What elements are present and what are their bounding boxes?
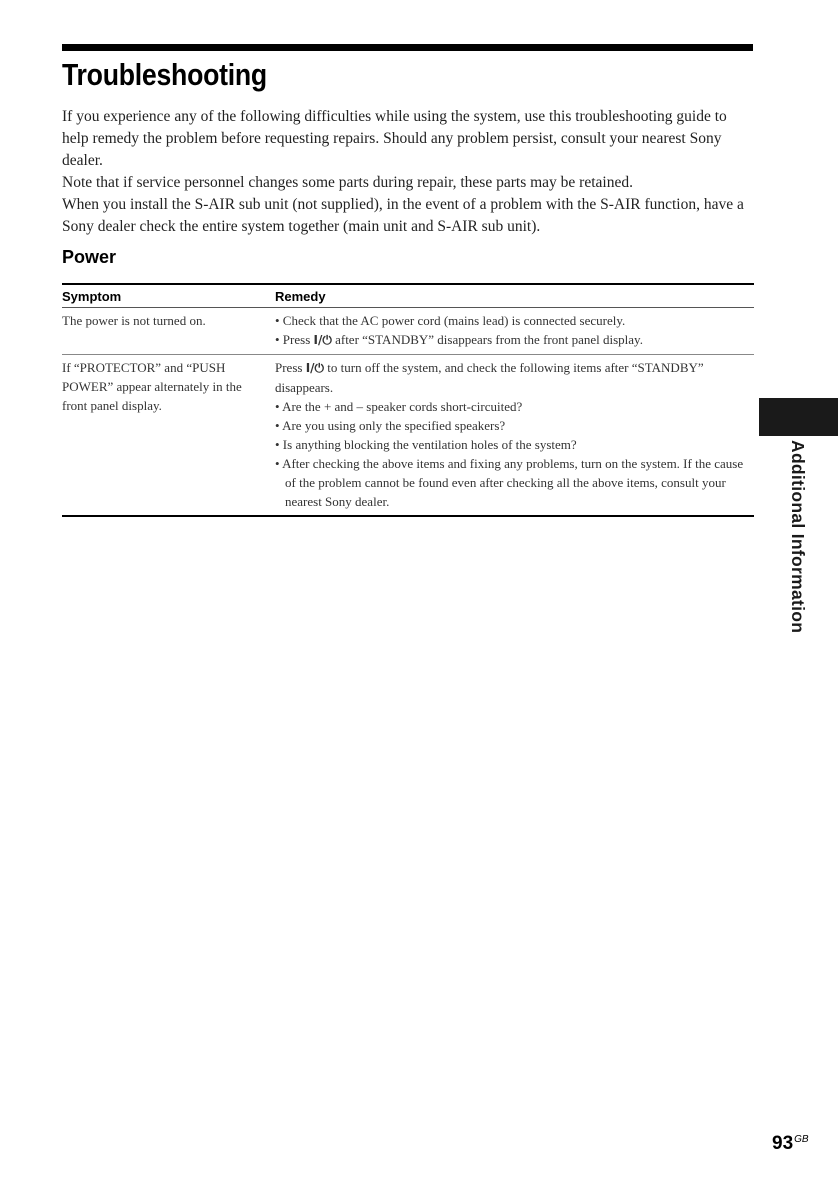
remedy-bullet: • Check that the AC power cord (mains lead) is connected securely. [275, 313, 626, 328]
page-title: Troubleshooting [62, 57, 267, 92]
table-row [62, 355, 754, 517]
intro-paragraph-1: If you experience any of the following difficulties while using the system, use this troubleshooting guide to help remedy the problem before requesting repairs. Should any problem persist, consult your nearest Sony dealer. [62, 108, 727, 169]
section-title-power: Power [62, 247, 117, 267]
remedy-bullet: • Are you using only the specified speakers? [275, 418, 506, 433]
table-row [62, 308, 754, 355]
remedy-bullet: • After checking the above items and fixing any problems, turn on the system. If the cause of the problem cannot be found even after checking all the above items, consult your nearest Sony dealer. [275, 456, 744, 509]
remedy-cell [275, 308, 754, 355]
intro-text [62, 106, 754, 238]
table-header-row [62, 284, 754, 308]
intro-paragraph-2: Note that if service personnel changes some parts during repair, these parts may be retained. [62, 174, 633, 191]
remedy-cell [275, 355, 754, 517]
remedy-text: Press [275, 360, 306, 375]
symptom-cell: If “PROTECTOR” and “PUSH POWER” appear alternately in the front panel display. [62, 355, 275, 517]
page-number-suffix: GB [794, 1134, 809, 1145]
page-number-value: 93 [772, 1133, 794, 1154]
remedy-text: after “STANDBY” disappears from the front panel display. [331, 332, 643, 347]
remedy-intro [275, 358, 754, 397]
symptom-header: Symptom [62, 284, 275, 308]
remedy-text: to turn off the system, and check the following items after “STANDBY” disappears. [275, 360, 704, 395]
side-tab-label: Additional Information [788, 440, 808, 634]
top-rule [62, 44, 753, 51]
power-button-icon: I/⏻ [305, 361, 325, 375]
remedy-header: Remedy [275, 284, 754, 308]
remedy-text: • Press [275, 332, 314, 347]
side-tab-marker [759, 398, 838, 436]
troubleshooting-table [62, 283, 754, 517]
remedy-bullet [275, 330, 754, 350]
power-button-icon: I/⏻ [313, 333, 332, 347]
symptom-cell: The power is not turned on. [62, 308, 275, 355]
intro-paragraph-3: When you install the S-AIR sub unit (not supplied), in the event of a problem with the S-AIR function, have a Sony dealer check the entire system together (main unit and S-AIR sub unit). [62, 196, 744, 235]
page-number [772, 1133, 809, 1155]
remedy-bullet: • Are the + and – speaker cords short-circuited? [275, 399, 523, 414]
remedy-bullet: • Is anything blocking the ventilation holes of the system? [275, 437, 577, 452]
